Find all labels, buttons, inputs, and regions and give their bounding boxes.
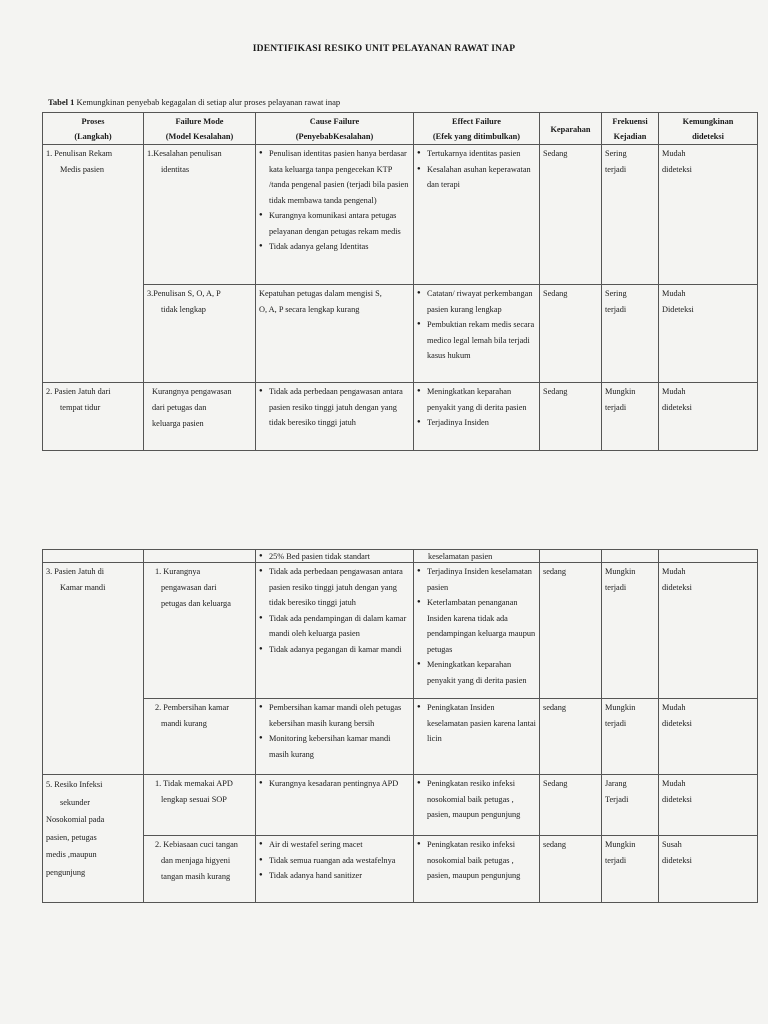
effect-cell: ● Peningkatan resiko infeksi nosokomial baik petugas , pasien, maupun pengunjung: [414, 836, 540, 903]
table-row: [43, 145, 758, 285]
effect-cell: ● Peningkatan Insiden keselamatan pasien karena lantai licin: [414, 699, 540, 775]
table-row: [43, 563, 758, 699]
keparahan-cell: Sedang: [540, 383, 602, 451]
proses-cell: 2. Pasien Jatuh dari tempat tidur: [43, 383, 144, 451]
failure-cell: 1.Kesalahan penulisan identitas: [144, 145, 256, 285]
frekuensi-cell: Mungkin terjadi: [602, 699, 659, 775]
frekuensi-cell: Sering terjadi: [602, 145, 659, 285]
frekuensi-cell: Mungkin terjadi: [602, 383, 659, 451]
effect-cell: ● Catatan/ riwayat perkembangan pasien kurang lengkap ● Pembuktian rekam medis secara medico legal lemah bila terjadi kasus hukum: [414, 285, 540, 383]
table-row: [43, 285, 758, 383]
deteksi-cell: [659, 550, 758, 563]
deteksi-cell: Mudah dideteksi: [659, 145, 758, 285]
cause-cell: ● Tidak ada perbedaan pengawasan antara pasien resiko tinggi jatuh dengan yang tidak beresiko tinggi jatuh: [256, 383, 414, 451]
risk-table-part-1: [42, 112, 758, 451]
cause-cell: ● 25% Bed pasien tidak standart: [256, 550, 414, 563]
caption-label: Tabel 1: [48, 97, 75, 107]
keparahan-cell: sedang: [540, 563, 602, 699]
table-row: [43, 699, 758, 775]
table-row: [43, 550, 758, 563]
keparahan-cell: sedang: [540, 836, 602, 903]
failure-cell: 3.Penulisan S, O, A, P tidak lengkap: [144, 285, 256, 383]
effect-cell: ● Meningkatkan keparahan penyakit yang di derita pasien ● Terjadinya Insiden: [414, 383, 540, 451]
caption-text: Kemungkinan penyebab kegagalan di setiap alur proses pelayanan rawat inap: [74, 97, 341, 107]
risk-table-part-2: [42, 549, 758, 903]
proses-cell: 5. Resiko Infeksi sekunder Nosokomial pada pasien, petugas medis ,maupun pengunjung: [43, 775, 144, 903]
failure-cell: 2. Kebiasaan cuci tangan dan menjaga higyeni tangan masih kurang: [144, 836, 256, 903]
table-row: [43, 775, 758, 836]
keparahan-cell: sedang: [540, 699, 602, 775]
header-cause-failure: Cause Failure (PenyebabKesalahan): [256, 113, 414, 145]
header-kemungkinan: Kemungkinan dideteksi: [659, 113, 758, 145]
frekuensi-cell: Jarang Terjadi: [602, 775, 659, 836]
header-failure-mode: Failure Mode (Model Kesalahan): [144, 113, 256, 145]
effect-cell: ● Peningkatan resiko infeksi nosokomial baik petugas , pasien, maupun pengunjung: [414, 775, 540, 836]
proses-cell: 1. Penulisan Rekam Medis pasien: [43, 145, 144, 383]
failure-cell: Kurangnya pengawasan dari petugas dan keluarga pasien: [144, 383, 256, 451]
deteksi-cell: Mudah dideteksi: [659, 699, 758, 775]
keparahan-cell: Sedang: [540, 145, 602, 285]
header-keparahan: Keparahan: [540, 113, 602, 145]
deteksi-cell: Mudah dideteksi: [659, 563, 758, 699]
document-title: IDENTIFIKASI RESIKO UNIT PELAYANAN RAWAT INAP: [252, 44, 516, 54]
header-row: [43, 113, 758, 145]
proses-cell: [43, 550, 144, 563]
keparahan-cell: Sedang: [540, 775, 602, 836]
failure-cell: [144, 550, 256, 563]
frekuensi-cell: Sering terjadi: [602, 285, 659, 383]
table-row: [43, 383, 758, 451]
frekuensi-cell: Mungkin terjadi: [602, 836, 659, 903]
deteksi-cell: Susah dideteksi: [659, 836, 758, 903]
cause-cell: ● Pembersihan kamar mandi oleh petugas kebersihan masih kurang bersih ● Monitoring kebersihan kamar mandi masih kurang: [256, 699, 414, 775]
table-caption: [48, 97, 340, 107]
cause-cell: ● Penulisan identitas pasien hanya berdasar kata keluarga tanpa pengecekan KTP /tanda pengenal pasien (terjadi bila pasien tidak membawa tanda pengenal) ● Kurangnya komunikasi antara petugas pelayanan dengan petugas rekam medis ● Tidak adanya gelang Identitas: [256, 145, 414, 285]
effect-cell: ● Tertukarnya identitas pasien ● Kesalahan asuhan keperawatan dan terapi: [414, 145, 540, 285]
deteksi-cell: Mudah Dideteksi: [659, 285, 758, 383]
deteksi-cell: Mudah dideteksi: [659, 775, 758, 836]
header-proses: Proses (Langkah): [43, 113, 144, 145]
cause-cell: ● Kurangnya kesadaran pentingnya APD: [256, 775, 414, 836]
header-frekuensi: Frekuensi Kejadian: [602, 113, 659, 145]
cause-cell: ● Air di westafel sering macet ● Tidak semua ruangan ada westafelnya ● Tidak adanya hand sanitizer: [256, 836, 414, 903]
cause-cell: ● Tidak ada perbedaan pengawasan antara pasien resiko tinggi jatuh dengan yang tidak beresiko tinggi jatuh ● Tidak ada pendampingan di dalam kamar mandi oleh keluarga pasien ● Tidak adanya pegangan di kamar mandi: [256, 563, 414, 699]
cause-cell: Kepatuhan petugas dalam mengisi S, O, A, P secara lengkap kurang: [256, 285, 414, 383]
failure-cell: 2. Pembersihan kamar mandi kurang: [144, 699, 256, 775]
header-effect-failure: Effect Failure (Efek yang ditimbulkan): [414, 113, 540, 145]
proses-cell: 3. Pasien Jatuh di Kamar mandi: [43, 563, 144, 775]
table-row: [43, 836, 758, 903]
frekuensi-cell: [602, 550, 659, 563]
keparahan-cell: [540, 550, 602, 563]
failure-cell: 1. Tidak memakai APD lengkap sesuai SOP: [144, 775, 256, 836]
failure-cell: 1. Kurangnya pengawasan dari petugas dan keluarga: [144, 563, 256, 699]
effect-cell: ● Terjadinya Insiden keselamatan pasien ● Keterlambatan penanganan Insiden karena tidak ada pendampingan keluarga maupun petugas ● Meningkatkan keparahan penyakit yang di derita pasien: [414, 563, 540, 699]
effect-cell: keselamatan pasien: [414, 550, 540, 563]
frekuensi-cell: Mungkin terjadi: [602, 563, 659, 699]
deteksi-cell: Mudah dideteksi: [659, 383, 758, 451]
keparahan-cell: Sedang: [540, 285, 602, 383]
